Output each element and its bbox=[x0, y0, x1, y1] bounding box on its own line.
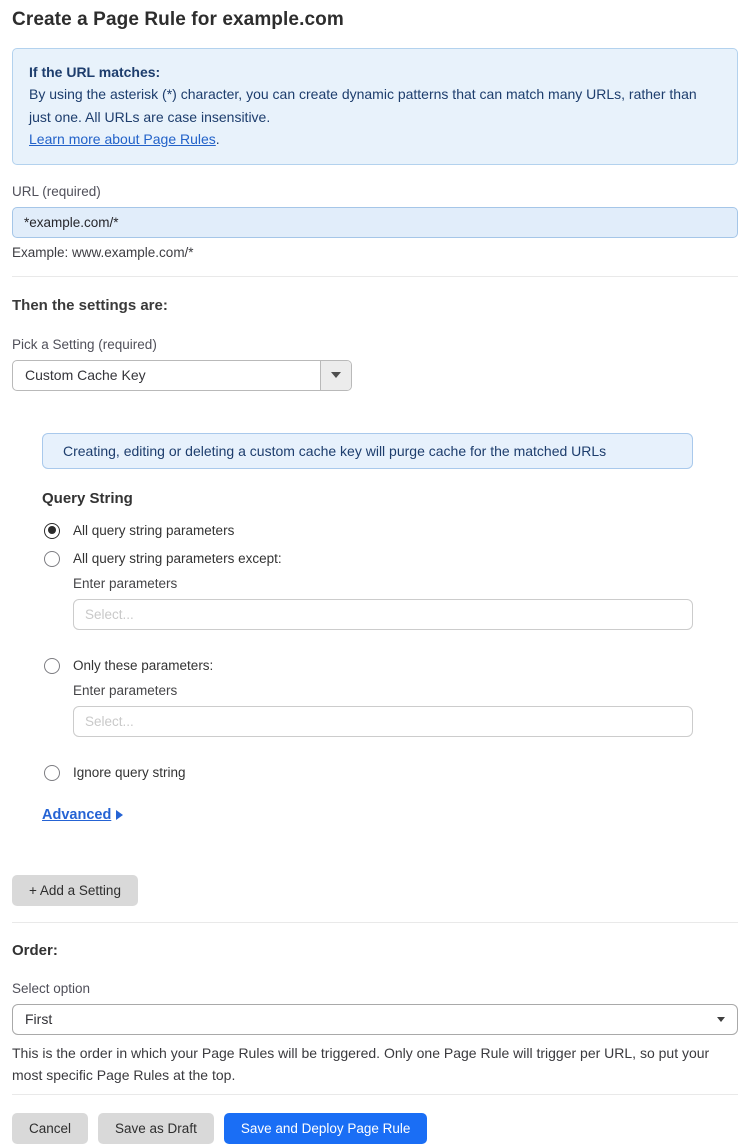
enter-parameters-label: Enter parameters bbox=[73, 682, 178, 698]
cache-key-notice: Creating, editing or deleting a custom cache key will purge cache for the matched URLs bbox=[42, 433, 693, 469]
radio-button-icon[interactable] bbox=[44, 523, 60, 539]
link-suffix: . bbox=[215, 131, 220, 148]
radio-option-ignore-query-string[interactable] bbox=[44, 765, 738, 781]
query-string-heading: Query String bbox=[42, 489, 133, 507]
radio-label[interactable]: All query string parameters bbox=[73, 523, 235, 539]
chevron-down-icon bbox=[331, 372, 341, 378]
radio-label[interactable]: Only these parameters: bbox=[73, 658, 214, 674]
enter-parameters-label: Enter parameters bbox=[73, 575, 178, 591]
url-input[interactable] bbox=[12, 207, 738, 238]
cancel-button[interactable]: Cancel bbox=[12, 1113, 88, 1144]
order-helper-text: This is the order in which your Page Rules will be triggered. Only one Page Rule will trigger per URL, so put your most specific Page Rules at the top. bbox=[12, 1044, 710, 1084]
info-box-heading: If the URL matches: bbox=[29, 64, 161, 80]
divider bbox=[12, 922, 738, 923]
radio-label[interactable]: Ignore query string bbox=[73, 765, 186, 781]
chevron-right-icon bbox=[116, 810, 123, 820]
divider bbox=[12, 1094, 738, 1095]
action-bar bbox=[12, 1113, 738, 1144]
advanced-link[interactable]: Advanced bbox=[42, 806, 112, 823]
url-example-helper: Example: www.example.com/* bbox=[12, 244, 194, 260]
chevron-down-icon bbox=[717, 1017, 725, 1022]
select-option-label: Select option bbox=[12, 980, 91, 996]
setting-select-arrow-button[interactable] bbox=[320, 361, 351, 390]
setting-select[interactable] bbox=[12, 360, 352, 391]
parameters-input-only[interactable] bbox=[73, 706, 693, 737]
radio-button-icon[interactable] bbox=[44, 658, 60, 674]
settings-heading: Then the settings are: bbox=[12, 296, 168, 314]
order-select-value: First bbox=[25, 1011, 53, 1028]
learn-more-link[interactable]: Learn more about Page Rules bbox=[29, 131, 216, 148]
page-title: Create a Page Rule for example.com bbox=[12, 9, 344, 30]
info-box-link-row bbox=[29, 128, 721, 150]
radio-option-only-these[interactable] bbox=[44, 658, 738, 674]
advanced-toggle[interactable] bbox=[42, 807, 123, 823]
pick-setting-label: Pick a Setting (required) bbox=[12, 336, 157, 352]
radio-option-all-params-except[interactable] bbox=[44, 551, 738, 567]
save-deploy-button[interactable]: Save and Deploy Page Rule bbox=[224, 1113, 428, 1144]
info-box-body: By using the asterisk (*) character, you can create dynamic patterns that can match many URLs, rather than just one. All URLs are case insensitive. bbox=[29, 86, 697, 125]
divider bbox=[12, 276, 738, 277]
save-draft-button[interactable]: Save as Draft bbox=[98, 1113, 214, 1144]
radio-label[interactable]: All query string parameters except: bbox=[73, 551, 282, 567]
setting-select-value: Custom Cache Key bbox=[25, 367, 146, 384]
url-label: URL (required) bbox=[12, 183, 101, 199]
url-match-info-box bbox=[12, 48, 738, 165]
order-heading: Order: bbox=[12, 941, 58, 959]
radio-button-icon[interactable] bbox=[44, 551, 60, 567]
order-select[interactable] bbox=[12, 1004, 738, 1035]
parameters-input-except[interactable] bbox=[73, 599, 693, 630]
radio-option-all-params[interactable] bbox=[44, 523, 738, 539]
add-setting-button[interactable]: + Add a Setting bbox=[12, 875, 138, 906]
radio-button-icon[interactable] bbox=[44, 765, 60, 781]
